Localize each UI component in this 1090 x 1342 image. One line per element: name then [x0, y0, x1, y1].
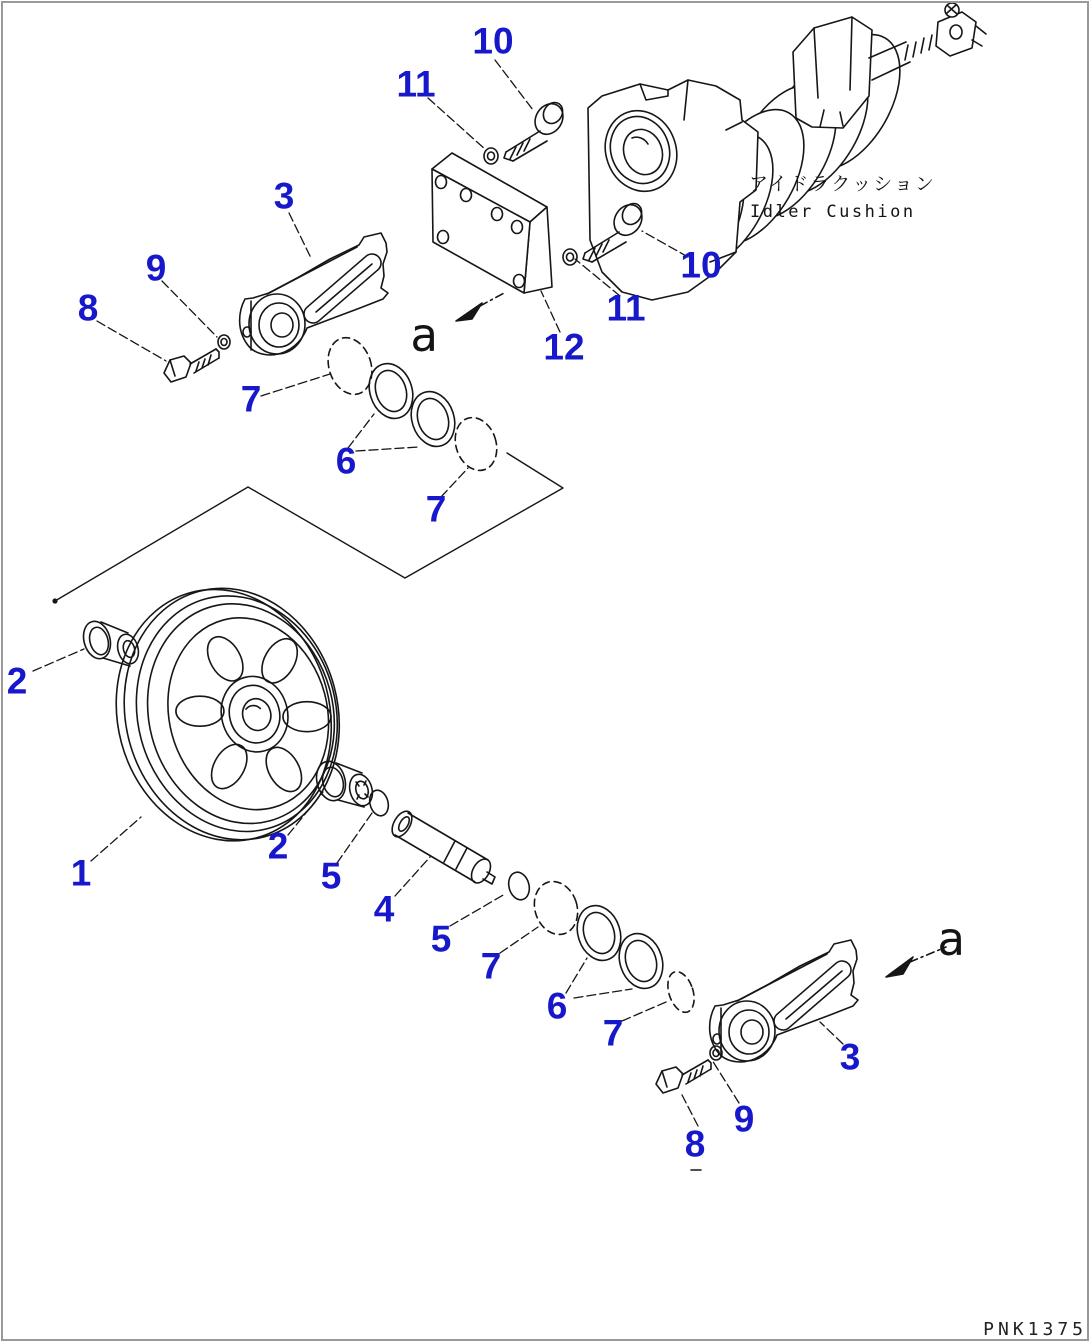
callout-5-left: 5	[320, 855, 342, 897]
callout-11-mid: 11	[606, 287, 646, 329]
idler-shaft-drawing	[388, 808, 495, 886]
idler-wheel-drawing	[88, 563, 367, 866]
mount-bolt-washer-drawing	[484, 99, 569, 164]
callout-3-lower: 3	[839, 1036, 861, 1078]
callout-7-upper: 7	[240, 378, 262, 420]
caption-japanese: アイドラクッション	[749, 173, 936, 195]
callout-8-lower: 8	[684, 1123, 706, 1165]
callout-10-upper: 10	[472, 20, 514, 62]
callout-6-upper: 6	[335, 440, 357, 482]
floating-seal-pair-drawing	[362, 358, 461, 452]
callout-5-right: 5	[430, 918, 452, 960]
view-marker-a-upper: a	[410, 308, 438, 362]
callout-12: 12	[543, 326, 585, 368]
callout-7-lower-b: 7	[602, 1012, 624, 1054]
callout-8-upper: 8	[77, 287, 99, 329]
bracket-bolt-washer-drawing	[164, 335, 230, 382]
group-chevron-line	[52, 453, 563, 604]
floating-seal-pair-drawing-2	[570, 900, 669, 994]
bushing-drawing-left	[80, 618, 142, 666]
view-marker-a-lower: a	[937, 912, 965, 966]
callout-4: 4	[373, 888, 395, 930]
callout-6-lower: 6	[546, 985, 568, 1027]
callout-3-upper: 3	[273, 175, 295, 217]
section-arrow-a-upper	[456, 292, 506, 321]
callout-7-lower-a: 7	[480, 945, 502, 987]
cushion-plate-drawing	[432, 153, 552, 293]
drawing-code: PNK1375	[983, 1319, 1087, 1340]
callout-9-upper: 9	[145, 247, 167, 289]
snap-ring-drawings	[367, 788, 532, 902]
idler-cushion-assembly-drawing	[588, 3, 986, 308]
idler-support-bracket-drawing	[240, 233, 388, 355]
callout-2-mid: 2	[267, 825, 289, 867]
caption-english: Idler Cushion	[750, 202, 916, 222]
callout-1: 1	[70, 852, 92, 894]
idler-support-bracket-drawing-2	[710, 940, 858, 1062]
callout-9-lower: 9	[733, 1098, 755, 1140]
bushing-drawing-right	[312, 758, 375, 808]
callout-7-mid: 7	[425, 488, 447, 530]
callout-11-upper: 11	[396, 63, 436, 105]
callout-10-mid: 10	[680, 244, 722, 286]
bracket-bolt-washer-drawing-2	[656, 1046, 722, 1093]
callout-2-left: 2	[6, 660, 28, 702]
